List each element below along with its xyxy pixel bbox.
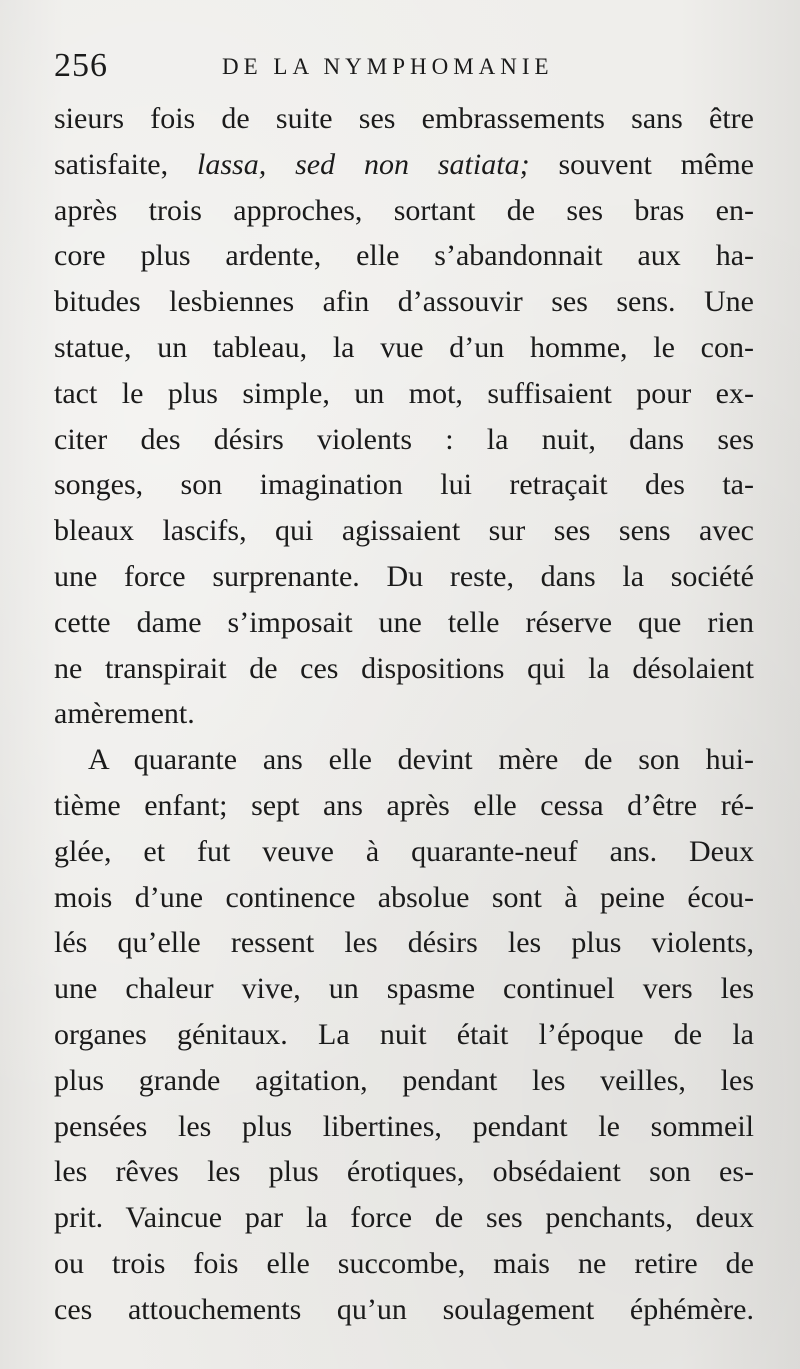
text-line: sieurs fois de suite ses embrassements sans être [54, 102, 754, 135]
page-header [54, 38, 754, 94]
text-line: plus grande agitation, pendant les veilles, les [54, 1063, 754, 1097]
text-line: songes, son imagination lui retraçait des ta- [54, 468, 754, 502]
text-line: A quarante ans elle devint mère de son hui- [88, 743, 754, 777]
text-line: une chaleur vive, un spasme continuel vers les [54, 972, 754, 1006]
paragraph-1 [54, 96, 754, 737]
page-number: 256 [54, 47, 108, 84]
text-line: après trois approches, sortant de ses bras en- [54, 193, 754, 227]
text-line: mois d’une continence absolue sont à peine écou- [54, 880, 754, 914]
text-line: lés qu’elle ressent les désirs les plus violents, [54, 926, 754, 960]
body-text [54, 96, 754, 1333]
text-line: tact le plus simple, un mot, suffisaient pour ex- [54, 376, 754, 410]
text-line: bitudes lesbiennes afin d’assouvir ses sens. Une [54, 285, 754, 319]
text-line: ou trois fois elle succombe, mais ne retire de [54, 1246, 754, 1280]
text-line: citer des désirs violents : la nuit, dans ses [54, 422, 754, 456]
running-title: DE LA NYMPHOMANIE [222, 54, 554, 79]
text-segment: souvent même [529, 147, 754, 181]
text-line: amèrement. [54, 697, 195, 731]
text-line: cette dame s’imposait une telle réserve que rien [54, 605, 754, 639]
text-line: une force surprenante. Du reste, dans la société [54, 559, 754, 593]
text-line: statue, un tableau, la vue d’un homme, le con- [54, 330, 754, 364]
text-line: pensées les plus libertines, pendant le sommeil [54, 1109, 754, 1143]
text-line: organes génitaux. La nuit était l’époque de la [54, 1017, 754, 1051]
text-line [54, 142, 754, 188]
text-segment: satisfaite, [54, 147, 198, 181]
text-line: glée, et fut veuve à quarante-neuf ans. Deux [54, 834, 754, 868]
text-line: ne transpirait de ces dispositions qui la désolaient [54, 651, 754, 685]
text-line: bleaux lascifs, qui agissaient sur ses sens avec [54, 514, 754, 548]
paragraph-2 [54, 737, 754, 1332]
text-line: tième enfant; sept ans après elle cessa d’être ré- [54, 788, 754, 822]
latin-phrase: lassa, sed non satiata; [197, 147, 530, 181]
text-line: les rêves les plus érotiques, obsédaient son es- [54, 1155, 754, 1189]
text-line: prit. Vaincue par la force de ses penchants, deux [54, 1201, 754, 1235]
text-line: core plus ardente, elle s’abandonnait aux ha- [54, 239, 754, 273]
text-line: ces attouchements qu’un soulagement éphémère. [54, 1292, 754, 1326]
